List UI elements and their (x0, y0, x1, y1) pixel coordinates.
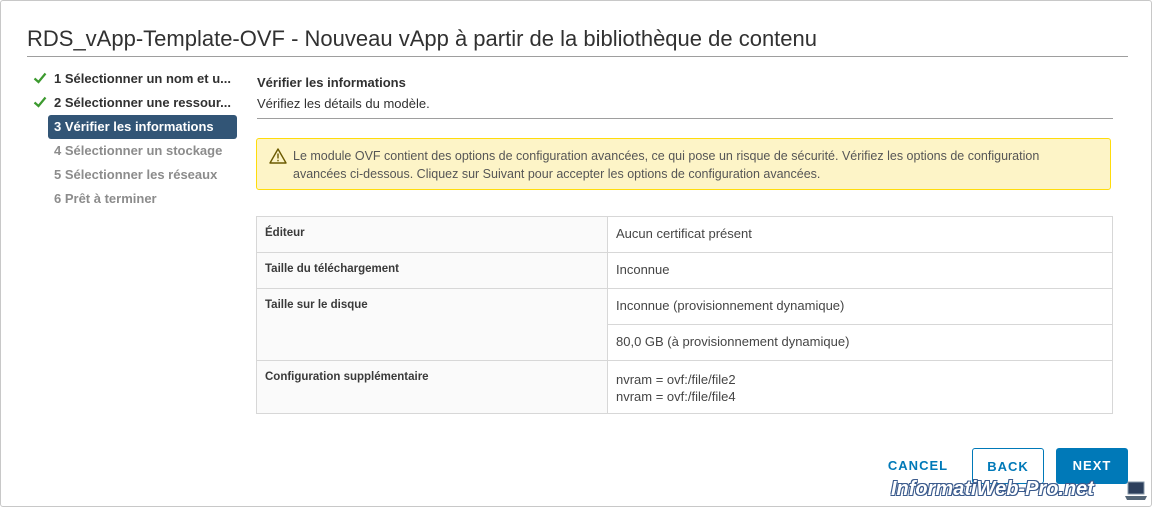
section-divider (257, 118, 1113, 119)
step-4 (31, 139, 241, 163)
dialog-title: RDS_vApp-Template-OVF - Nouveau vApp à partir de la bibliothèque de contenu (27, 26, 818, 51)
back-button[interactable]: BACK (972, 448, 1044, 484)
extra-config-line-1: nvram = ovf:/file/file2 (616, 372, 736, 387)
section-subtitle: Vérifiez les détails du modèle. (257, 96, 430, 111)
step-5-label: 5 Sélectionner les réseaux (54, 167, 218, 182)
step-3-label: 3 Vérifier les informations (54, 119, 214, 134)
step-4-label: 4 Sélectionner un stockage (54, 143, 223, 158)
step-5 (31, 163, 241, 187)
disk-size-key: Taille sur le disque (257, 289, 608, 361)
publisher-key: Éditeur (257, 217, 608, 253)
download-size-value: Inconnue (608, 253, 1113, 289)
check-icon (33, 95, 47, 109)
step-2[interactable] (31, 91, 241, 115)
next-button[interactable]: NEXT (1056, 448, 1128, 484)
table-row (257, 289, 1113, 325)
warning-alert (256, 138, 1111, 190)
publisher-value: Aucun certificat présent (608, 217, 1113, 253)
disk-size-value-2: 80,0 GB (à provisionnement dynamique) (608, 325, 1113, 361)
step-1-label: 1 Sélectionner un nom et u... (54, 71, 231, 86)
extra-config-key: Configuration supplémentaire (257, 361, 608, 414)
warning-icon (269, 148, 287, 164)
extra-config-line-2: nvram = ovf:/file/file4 (616, 389, 736, 404)
table-row (257, 361, 1113, 414)
step-6 (31, 187, 241, 211)
step-6-label: 6 Prêt à terminer (54, 191, 157, 206)
table-row (257, 253, 1113, 289)
section-title: Vérifier les informations (257, 75, 406, 90)
table-row (257, 217, 1113, 253)
disk-size-value-1: Inconnue (provisionnement dynamique) (608, 289, 1113, 325)
wizard-steps (31, 67, 241, 211)
check-icon (33, 71, 47, 85)
details-table (256, 216, 1113, 414)
laptop-icon (1123, 478, 1149, 504)
title-divider (27, 56, 1128, 57)
cancel-button[interactable]: CANCEL (887, 458, 949, 473)
download-size-key: Taille du téléchargement (257, 253, 608, 289)
extra-config-value (608, 361, 1113, 414)
alert-text: Le module OVF contient des options de configuration avancées, ce qui pose un risque de sécurité. Vérifiez les options de configuration avancées ci-dessous. Cliquez sur Suivant pour accepter les options de configuration avancées. (293, 149, 1040, 181)
step-1[interactable] (31, 67, 241, 91)
watermark: InformatiWeb-Pro.net (891, 478, 1094, 500)
step-3-current[interactable] (48, 115, 237, 139)
step-2-label: 2 Sélectionner une ressour... (54, 95, 232, 110)
